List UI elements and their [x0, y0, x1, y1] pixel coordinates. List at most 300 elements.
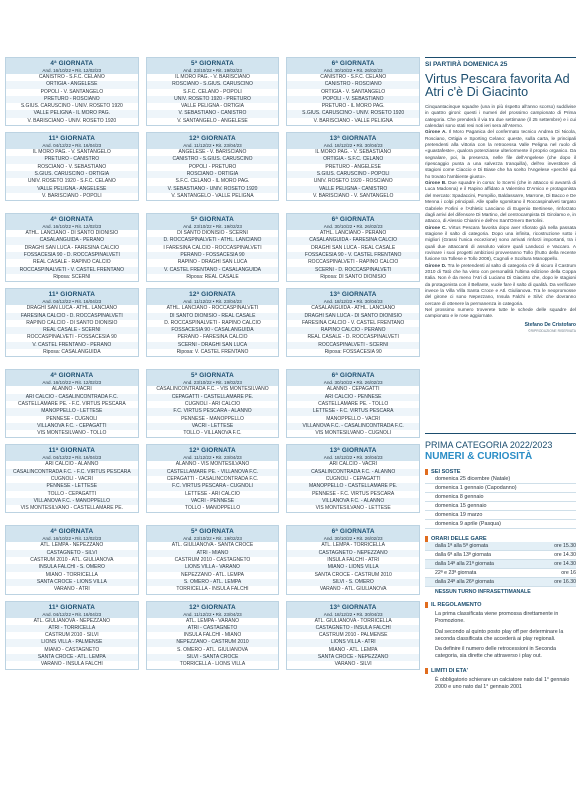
match-row: ATRI - TORRICELLA — [6, 625, 138, 632]
giornata-header — [147, 526, 279, 542]
orari-time: ore 14.30 — [554, 552, 576, 558]
match-row: PENNESE - CUGNOLI — [46, 415, 98, 422]
giornata-header — [147, 370, 279, 386]
match-row: DRAGHI SAN LUCA - FARESINA CALCIO — [24, 244, 120, 251]
match-row: ATL. GIULIANOVA - NEPEZZANO — [33, 617, 111, 624]
match-row: VARANO - INSULA FALCHI — [40, 661, 103, 668]
match-row: LIONS VILLA - VARANO — [147, 564, 279, 571]
bullet-icon — [425, 536, 428, 542]
match-row: ARI CALCIO - VACRI — [329, 461, 378, 468]
match-row: ALANNO - CEPAGATTI — [326, 386, 380, 393]
paragraph-text: Virtus Pescara favorita dopo aver sfiorato già nella passata stagione il salto di categoria. Dopo una infinita, ricostruzione sotto i migliori (Grassi l'unica eccezione) sono arrivati rinforzi importanti, tra i quali due attaccanti di assoluto valore quali Landucci e Vaccaro. A rovinare i suoi progetti ambiziosi provveranno Tollo (frutto della recente fusione tra Tollese e Tollo 2008), Cugnoli e Scoltura Manoppello. — [425, 224, 576, 262]
giornata-card — [5, 369, 139, 438]
match-row: PRETURO - ROSCIANO — [6, 96, 138, 103]
match-row: S.F.C. CELANO - POPOLI — [183, 88, 242, 95]
giornata-card — [286, 288, 420, 357]
match-row: ATHL. LANCIANO - ROCCASPINALVETI — [166, 305, 259, 312]
giornata-card — [286, 57, 420, 126]
orari-list — [425, 542, 576, 587]
match-row: ATL. GIULIANOVA - TORRICELLA — [314, 617, 392, 624]
giornata-dates: And. 18/12/22 • Rit. 30/04/23 — [323, 611, 383, 617]
match-row: UNIV. ROSETO 1920 - ROSCIANO — [313, 178, 393, 185]
orari-range: 22ª e 23ª giornata — [435, 570, 477, 576]
match-row: INSULA FALCHI - S. OMERO — [6, 564, 138, 571]
match-row: ARI CALCIO - ALANNO — [45, 461, 99, 468]
match-row: ROCCASPINALVETI - SCERNI — [287, 342, 419, 349]
paragraph-text: Due squadre in corsa: lo Scerni (che in attacco si avvarrà di Luca Madonna) e il Rapino affidato a Valentino D'Amico e protagonista del mercato: Spadaccini, Pompilio, Baldassarre, Marrone, Di Bacco e De Menna i colpi principali. Alle spalle sgomitano il Roccaspinalveti targato Gabriele Forlini e l'Athletic Lanciano di Eugenio Bertinese, rinforzato dagli arrivi del difensore Di Martino, del centrocampista Di Girolamo e, in attacco, di Alessio Chiarini e dell'ex Sant'Omero Bertolini. — [425, 180, 576, 224]
giornata-header — [287, 602, 419, 618]
giornata-title: 11ª GIORNATA — [48, 603, 96, 611]
giornata-header — [6, 370, 138, 386]
match-row: LETTESE - F.C. VIRTUS PESCARA — [287, 408, 419, 415]
match-row: NEPEZZANO - CASTRUM 2010 — [147, 639, 279, 646]
match-row: MIANO - TORRICELLA — [45, 571, 98, 578]
sosta-item: domenica 19 marzo — [425, 511, 576, 520]
match-row: LIONS VILLA - PALMENSE — [6, 639, 138, 646]
match-row: VIS MONTESILVANO - CASTELLAMARE PE. — [20, 505, 123, 512]
paragraph-lead: Girone A. — [425, 129, 447, 135]
giornata-dates: And. 04/12/22 • Rit. 16/04/23 — [42, 143, 102, 149]
match-row: PENNESE - F.C. VIRTUS PESCARA — [312, 490, 395, 497]
article-paragraph — [425, 180, 576, 224]
match-row: V. BARISCIANO - VALLE PELIGNA — [313, 117, 393, 124]
giornata-title: 12ª GIORNATA — [189, 135, 236, 143]
article-body — [425, 104, 576, 320]
regolamento-paragraph: Da definire il numero delle retrocessioni in Seconda categoria, sia dirette che attraverso i play out. — [435, 646, 557, 660]
giornata-dates: And. 16/10/22 • Rit. 12/02/23 — [42, 536, 102, 542]
match-row: INSULA FALCHI - ATRI — [327, 557, 380, 564]
match-row: CASTRUM 2010 - SILVI — [45, 632, 99, 639]
giornata-card — [5, 132, 139, 201]
match-row: REAL CASALE - RAPINO CALCIO — [33, 259, 111, 266]
giornata-card — [146, 132, 280, 201]
giornata-title: 6ª GIORNATA — [331, 216, 375, 224]
giornata-title: 4ª GIORNATA — [50, 528, 94, 536]
giornata-dates: And. 30/10/22 • Rit. 26/02/23 — [323, 380, 383, 386]
giornata-title: 11ª GIORNATA — [48, 291, 96, 299]
giornata-title: 5ª GIORNATA — [190, 216, 234, 224]
match-row: DRAGHI SAN LUCA - DI SANTO DIONISIO — [287, 313, 419, 320]
giornata-dates: And. 11/12/22 • Rit. 23/04/23 — [183, 611, 242, 617]
orari-range: dalla 6ª alla 13ª giornata — [435, 552, 492, 558]
match-row: FOSSACESIA 90 - V. CASTEL FRENTANO — [287, 252, 419, 259]
article-kicker: SI PARTIRÀ DOMENICA 25 — [425, 57, 576, 68]
giornata-dates: And. 23/10/22 • Rit. 19/02/23 — [183, 224, 242, 230]
giornata-card — [5, 288, 139, 357]
match-row: ROSCIANO - V. SEBASTIANO — [37, 163, 107, 170]
giornata-title: 12ª GIORNATA — [189, 603, 236, 611]
girone-section — [5, 369, 420, 513]
match-row: RAPINO - DRAGHI SAN LUCA — [177, 259, 248, 266]
match-row: S. OMERO - ATL. GIULIANOVA — [177, 646, 248, 653]
giornata-dates: And. 16/10/22 • Rit. 12/02/23 — [42, 380, 102, 386]
giornata-header — [287, 214, 419, 230]
match-row: ORTIGIA - ANGELESE — [6, 81, 138, 88]
giornata-card — [146, 288, 280, 357]
match-row: ARI CALCIO - PENNESE — [287, 394, 419, 401]
orari-row — [425, 560, 576, 569]
giornata-card — [286, 525, 420, 594]
match-row: PERANO - FARESINA CALCIO — [177, 334, 248, 341]
paragraph-text: Il Moro Paganica del confermato tecnico Andrea Di Nicola, Rosciano, Ortigia e Sporting Celano: queste, sulla carta, le principali pretendenti alla vittoria con la retrocessa Valle Peligna nel ruolo di «guastafeste», qualora potenziasse ulteriormente il proprio organico. Da segnalare, poi, la presenza, nelle file dell'Angelese (che dopo il ripescaggio punta a una salvezza tranquilla), dell'ex investitore di stagioni come Ciaccio e Di Biase che ha scelto l'Angelese «perché qui ho trovato l'ambiente giusto». — [425, 129, 576, 179]
match-row: ATHL. LANCIANO - PERANO — [320, 230, 387, 237]
giornata-header — [147, 445, 279, 461]
match-row: SILVI - S. OMERO — [287, 579, 419, 586]
match-row: ORTIGIA - V. SANTANGELO — [321, 88, 386, 95]
giornata-header — [6, 526, 138, 542]
match-row: ATRI - CASTAGNETO — [147, 625, 279, 632]
giornata-header — [287, 289, 419, 305]
orari-time: ore 16.30 — [554, 579, 576, 585]
match-row: MIANO - LIONS VILLA — [287, 564, 419, 571]
match-row: PENNESE - MANOPPELLO — [181, 415, 244, 422]
regolamento-list — [425, 611, 576, 661]
curiosita-subtitle: NUMERI & CURIOSITÀ — [425, 451, 533, 462]
match-row: PRETURO - CANISTRO — [6, 156, 138, 163]
giornata-title: 4ª GIORNATA — [50, 60, 94, 67]
match-row: V. SANTANGELO - ANGELESE — [177, 117, 248, 124]
giornata-header — [6, 289, 138, 305]
match-row: ALANNO - VIS MONTESILVANO — [175, 461, 250, 468]
match-row: IL MORO PAG. - V. SANTANGELO — [32, 149, 111, 156]
match-row: VALLE PELIGNA - ANGELESE — [6, 186, 138, 193]
match-row: S.GIUS. CARUSCINO - POPOLI — [287, 171, 419, 178]
match-row: CASALINCONTRADA F.C. - VIS MONTESILVANO — [156, 386, 269, 393]
match-row: ALANNO - VACRI — [51, 386, 92, 393]
giornata-title: 13ª GIORNATA — [329, 135, 377, 143]
orari-range: dalla 24ª alla 26ª giornata — [435, 579, 494, 585]
match-row: VILLANOVA F.C. - ALANNO — [287, 498, 419, 505]
match-row: CASALANGUIDA - FARESINA CALCIO — [287, 237, 419, 244]
match-row: CASTRUM 2010 - CASTAGNETO — [174, 557, 251, 564]
match-row: I FARESINA CALCIO - ROCCASPINALVETI — [163, 244, 262, 251]
giornata-card — [146, 525, 280, 594]
giornata-card — [5, 57, 139, 126]
article — [425, 57, 576, 333]
giornata-header — [147, 289, 279, 305]
match-row: REAL CASALE - D. ROCCASPINALVETI — [307, 334, 399, 341]
orari-heading: ORARI DELLE GARE — [425, 536, 576, 542]
giornata-dates: And. 11/12/22 • Rit. 23/04/23 — [183, 299, 242, 305]
fixtures-grid — [5, 57, 420, 682]
match-row: RAPINO CALCIO - DI SANTO DIONISIO — [26, 319, 118, 326]
paragraph-lead: Girone C. — [425, 224, 447, 230]
match-row: MANOPPELLO - VACRI — [326, 415, 381, 422]
match-row: ATL. LEMPA - VARANO — [185, 617, 240, 624]
match-row: V. CASTEL FRENTANO - CASALANGUIDA — [147, 267, 279, 274]
giornata-title: 5ª GIORNATA — [190, 372, 234, 380]
match-row: MANOPPELLO - LETTESE — [6, 408, 138, 415]
match-row: ROCCASPINALVETI - RAPINO CALCIO — [308, 259, 399, 266]
article-paragraph — [425, 307, 576, 320]
match-row: MANOPPELLO - CASTELLAMARE PE. — [287, 483, 419, 490]
giornata-title: 6ª GIORNATA — [331, 372, 375, 380]
match-row: CASTAGNETO - INSULA FALCHI — [287, 625, 419, 632]
match-row: FOSSACESIA 90 - CASALANGUIDA — [147, 327, 279, 334]
match-row: V. SANTANGELO - VALLE PELIGNA — [171, 192, 254, 199]
match-row: DI SANTO DIONISIO - SCERNI — [177, 230, 248, 237]
paragraph-text: Cinquantacinque squadre (una in più rispetto all'anno scorso) suddivise in quattro gironi: questi i numeri del prossimo campionato di Prima categoria. Che prenderà il via tra due settimane (il 25 settembre) e i cui calendari sono stati resi noti ieri sera all'Aterno. — [425, 104, 576, 129]
giornata-dates: And. 23/10/22 • Rit. 19/02/23 — [183, 68, 242, 73]
limiti-heading: LIMITI DI ETA' — [425, 668, 576, 674]
match-row: CEPAGATTI - CASTELLAMARE PE. — [147, 394, 279, 401]
giornata-dates: And. 11/12/22 • Rit. 23/04/23 — [183, 455, 242, 461]
match-row: VIS MONTESILVANO - TOLLO — [37, 430, 107, 437]
giornata-title: 5ª GIORNATA — [190, 528, 234, 536]
match-row: CASTELLAMARE PE. - F.C. VIRTUS PESCARA — [17, 400, 126, 407]
match-row: Riposa: V. CASTEL FRENTANO — [176, 349, 249, 356]
match-row: INSULA FALCHI - MIANO — [183, 632, 242, 639]
match-row: CASTAGNETO - SILVI — [6, 550, 138, 557]
article-byline: Stefano De Cristofaro — [524, 321, 576, 328]
girone-section — [5, 57, 420, 201]
giornata-dates: And. 04/12/22 • Rit. 16/04/23 — [42, 299, 102, 305]
match-row: DRAGHI SAN LUCA - ATHL. LANCIANO — [26, 305, 118, 312]
giornata-header — [147, 133, 279, 149]
match-row: S.GIUS. CARUSCINO - UNIV. ROSETO 1920 — [20, 103, 123, 110]
giornata-card — [5, 601, 139, 670]
match-row: ROSCIANO - S.GIUS. CARUSCINO — [147, 81, 279, 88]
match-row: VARANO - ATRI — [53, 586, 90, 593]
match-row: LIONS VILLA - ATRI — [287, 639, 419, 646]
match-row: SILVI - SANTA CROCE — [147, 654, 279, 661]
match-row: DRAGHI SAN LUCA - REAL CASALE — [311, 244, 396, 251]
sosta-item: domenica 25 dicembre (Natale) — [425, 475, 576, 484]
limiti-paragraph: È obbligatorio schierare un calciatore nato dal 1° gennaio 2000 e uno nato dal 1° gennaio 2001 — [435, 676, 570, 691]
giornata-dates: And. 30/10/22 • Rit. 26/02/23 — [323, 224, 383, 230]
article-paragraph — [425, 263, 576, 307]
giornata-card — [286, 132, 420, 201]
match-row: SANTA CROCE - LIONS VILLA — [6, 579, 138, 586]
paragraph-lead: Girone D. — [425, 262, 447, 268]
match-row: CASALINCONTRADA F.C. - F.C. VIRTUS PESCARA — [6, 469, 138, 476]
sosta-item: domenica 15 gennaio — [425, 502, 576, 511]
girone-section — [5, 525, 420, 669]
match-row: SANTA CROCE - CASTRUM 2010 — [314, 571, 392, 578]
match-row: CUGNOLI - CEPAGATTI — [325, 475, 381, 482]
match-row: VACRI - PENNESE — [147, 498, 279, 505]
match-row: ARI CALCIO - CASALINCONTRADA F.C. — [6, 394, 138, 401]
match-row: S.GIUS. CARUSCINO - UNIV. ROSETO 1920 — [287, 110, 419, 117]
match-row: FARESINA CALCIO - D. ROCCASPINALVETI — [6, 313, 138, 320]
regolamento-paragraph: Dal secondo al quinto posto play off per determinare la seconda classificata che accederà ai play regionali. — [435, 628, 564, 642]
match-row: VALLE PELIGNA - IL MORO PAG. — [6, 110, 138, 117]
limiti-list — [425, 677, 576, 692]
article-paragraph — [425, 104, 576, 129]
giornata-title: 13ª GIORNATA — [329, 447, 377, 455]
match-row: V. BARISCIANO - V. SANTANGELO — [312, 192, 394, 199]
match-row: CASTRUM 2010 - ATL. GIULIANOVA — [30, 557, 114, 564]
match-row: CASALINCONTRADA F.C. - ALANNO — [287, 469, 419, 476]
giornata-dates: And. 23/10/22 • Rit. 19/02/23 — [183, 536, 242, 542]
giornata-header — [6, 445, 138, 461]
match-row: VACRI - LETTESE — [147, 423, 279, 430]
match-row: MIANO - ATL. LEMPA — [328, 646, 378, 653]
match-row: RAPINO CALCIO - PERANO — [287, 327, 419, 334]
giornata-header — [287, 526, 419, 542]
match-row: Riposa: REAL CASALE — [186, 273, 239, 280]
soste-list — [425, 475, 576, 529]
giornata-header — [287, 133, 419, 149]
match-row: POPOLI - V. SEBASTIANO — [287, 96, 419, 103]
match-row: CUGNOLI - VACRI — [50, 475, 93, 482]
match-row: VARANO - SILVI — [334, 661, 372, 668]
match-row: CUGNOLI - ARI CALCIO — [184, 400, 241, 407]
giornata-dates: And. 30/10/22 • Rit. 26/02/23 — [323, 536, 383, 542]
match-row: LETTESE - ARI CALCIO — [185, 490, 240, 497]
giornata-header — [147, 214, 279, 230]
match-row: PRETURO - ANGELESE — [325, 163, 381, 170]
match-row: V. BARISCIANO - POPOLI — [42, 192, 102, 199]
bullet-icon — [425, 469, 428, 475]
match-row: PENNESE - LETTESE — [6, 483, 138, 490]
sosta-item: domenica 1 gennaio (Capodanno) — [425, 484, 576, 493]
curiosita-title: PRIMA CATEGORIA 2022/2023 — [425, 440, 553, 450]
match-row: S.F.C. CELANO - IL MORO PAG. — [175, 178, 250, 185]
match-row: PERANO - FOSSACESIA 90 — [147, 252, 279, 259]
orari-range: dalla 1ª alla 5ª giornata — [435, 543, 489, 549]
giornata-header — [6, 214, 138, 230]
regolamento-paragraph: La prima classificata viene promossa direttamente in Promozione. — [435, 611, 559, 625]
article-paragraph — [425, 225, 576, 263]
match-row: CANISTRO - S.F.C. CELANO — [38, 74, 105, 80]
giornata-dates: And. 23/10/22 • Rit. 19/02/23 — [183, 380, 242, 386]
match-row: TOLLO - VILLANOVA F.C. — [183, 430, 242, 437]
match-row: DI SANTO DIONISIO - REAL CASALE — [147, 313, 279, 320]
match-row: Riposa: SCERNI — [53, 273, 91, 280]
match-row: V. SEBASTIANO - CANISTRO — [147, 110, 279, 117]
giornata-dates: And. 18/12/22 • Rit. 30/04/23 — [323, 455, 383, 461]
match-row: UNIV. ROSETO 1920 - PRETURO — [147, 96, 279, 103]
giornata-card — [146, 369, 280, 438]
paragraph-text: Nel prossimo numero troverete tutte le schede delle squadre del campionato e le rose aggiornate. — [425, 307, 576, 319]
match-row: CANISTRO - S.F.C. CELANO — [320, 74, 387, 80]
giornata-dates: And. 11/12/22 • Rit. 23/04/23 — [183, 143, 242, 149]
match-row: VILLANOVA F.C. - CEPAGATTI — [6, 423, 138, 430]
sosta-item: domenica 8 gennaio — [425, 493, 576, 502]
match-row: D. ROCCASPINALVETI - ATHL. LANCIANO — [147, 237, 279, 244]
giornata-dates: And. 18/12/22 • Rit. 30/04/23 — [323, 143, 383, 149]
giornata-header — [147, 602, 279, 618]
giornata-title: 12ª GIORNATA — [189, 447, 236, 455]
match-row: FOSSACESIA 90 - D. ROCCASPINALVETI — [6, 252, 138, 259]
match-row: VIS MONTESILVANO - LETTESE — [315, 505, 391, 512]
match-row: CASTELLAMARE PE. - TOLLO — [318, 400, 389, 407]
giornata-title: 6ª GIORNATA — [331, 528, 375, 536]
giornata-card — [286, 369, 420, 438]
giornata-card — [286, 601, 420, 670]
match-row: REAL CASALE - SCERNI — [6, 327, 138, 334]
match-row: CANISTRO - ROSCIANO — [287, 81, 419, 88]
match-row: CASTELLAMARE PE. - VILLANOVA F.C. — [147, 469, 279, 476]
giornata-title: 11ª GIORNATA — [48, 135, 96, 143]
match-row: ANGELESE - V. BARISCIANO — [178, 149, 247, 156]
match-row: V. CASTEL FRENTANO - PERANO — [6, 342, 138, 349]
match-row: TOLLO - MANOPPELLO — [184, 505, 241, 512]
match-row: Riposa: CASALANGUIDA — [43, 349, 101, 356]
giornata-card — [146, 601, 280, 670]
match-row: MIANO - CASTAGNETO — [44, 646, 100, 653]
match-row: TORRICELLA - INSULA FALCHI — [176, 586, 249, 593]
match-row: VILLANOVA F.C. - CASALINCONTRADA F.C. — [287, 423, 419, 430]
match-row: ROCCASPINALVETI - FOSSACESIA 90 — [27, 334, 117, 341]
match-row: ATL. LEMPA - NEPEZZANO — [40, 542, 104, 549]
match-row: CASTAGNETO - NEPEZZANO — [287, 550, 419, 557]
match-row: ATL. LEMPA - TORRICELLA — [321, 542, 385, 549]
match-row: SCERNI - D. ROCCASPINALVETI — [287, 267, 419, 274]
match-row: CASALANGUIDA - ATHL. LANCIANO — [311, 305, 396, 312]
match-row: VALLE PELIGNA - CANISTRO — [287, 186, 419, 193]
giornata-header — [6, 133, 138, 149]
orari-row — [425, 578, 576, 587]
giornata-header — [147, 58, 279, 74]
match-row: SANTA CROCE - ATL. LEMPA — [6, 654, 138, 661]
orari-row — [425, 551, 576, 560]
match-row: ORTIGIA - S.F.C. CELANO — [287, 156, 419, 163]
match-row: S.GIUS. CARUSCINO - ORTIGIA — [6, 171, 138, 178]
match-row: FARESINA CALCIO - V. CASTEL FRENTANO — [301, 319, 405, 326]
giornata-title: 11ª GIORNATA — [48, 447, 96, 455]
match-row: CASTRUM 2010 - PALMENSE — [318, 632, 388, 639]
match-row: Riposa: DI SANTO DIONISIO — [320, 273, 387, 280]
match-row: SANTA CROCE - NEPEZZANO — [287, 654, 419, 661]
match-row: ROSCIANO - ORTIGIA — [147, 171, 279, 178]
match-row: F.C. VIRTUS PESCARA - CUGNOLI — [147, 483, 279, 490]
match-row: V. BARISCIANO - UNIV. ROSETO 1920 — [27, 117, 117, 124]
giornata-header — [287, 370, 419, 386]
orari-range: dalla 14ª alla 21ª giornata — [435, 561, 494, 567]
giornata-card — [5, 525, 139, 594]
giornata-card — [5, 444, 139, 513]
giornata-card — [146, 213, 280, 282]
orari-time: ore 14.30 — [554, 561, 576, 567]
match-row: ROCCASPINALVETI - V. CASTEL FRENTANO — [6, 267, 138, 274]
match-row: ATRI - MIANO — [147, 550, 279, 557]
orari-row — [425, 569, 576, 578]
match-row: POPOLI - PRETURO — [188, 163, 237, 170]
orari-row — [425, 542, 576, 551]
girone-section — [5, 213, 420, 357]
match-row: VILLANOVA F.C. - MANOPPELLO — [6, 498, 138, 505]
sosta-item: domenica 9 aprile (Pasqua) — [425, 520, 576, 529]
giornata-dates: And. 16/10/22 • Rit. 12/02/23 — [42, 224, 102, 230]
giornata-title: 13ª GIORNATA — [329, 291, 377, 299]
bullet-icon — [425, 602, 428, 608]
giornata-dates: And. 18/12/22 • Rit. 30/04/23 — [323, 299, 383, 305]
match-row: VIS MONTESILVANO - CUGNOLI — [315, 430, 391, 437]
match-row: TORRICELLA - LIONS VILLA — [179, 661, 246, 668]
paragraph-lead: Girone B. — [425, 180, 447, 186]
giornata-title: 6ª GIORNATA — [331, 60, 375, 67]
orari-note: NESSUN TURNO INFRASETTIMANALE — [435, 589, 531, 595]
curiosita-box — [425, 433, 576, 691]
match-row: POPOLI - V. SANTANGELO — [40, 88, 104, 95]
bullet-icon — [425, 668, 428, 674]
giornata-title: 4ª GIORNATA — [50, 216, 94, 224]
match-row: UNIV. ROSETO 1920 - S.F.C. CELANO — [27, 178, 116, 185]
giornata-card — [5, 213, 139, 282]
match-row: F.C. VIRTUS PESCARA - ALANNO — [147, 408, 279, 415]
match-row: CASALANGUIDA - PERANO — [6, 237, 138, 244]
giornata-title: 12ª GIORNATA — [189, 291, 236, 299]
match-row: ATL. GIULIANOVA - SANTA CROCE — [171, 542, 254, 549]
orari-time: ore 16 — [561, 570, 576, 576]
match-row: S. OMERO - ATL. LEMPA — [147, 579, 279, 586]
match-row: CEPAGATTI - CASALINCONTRADA F.C. — [166, 475, 259, 482]
giornata-title: 5ª GIORNATA — [190, 60, 234, 67]
match-row: PRETURO - IL MORO PAG. — [321, 103, 385, 110]
article-headline: Virtus Pescara favorita Ad Atri c'è Di Giacinto — [425, 72, 570, 99]
